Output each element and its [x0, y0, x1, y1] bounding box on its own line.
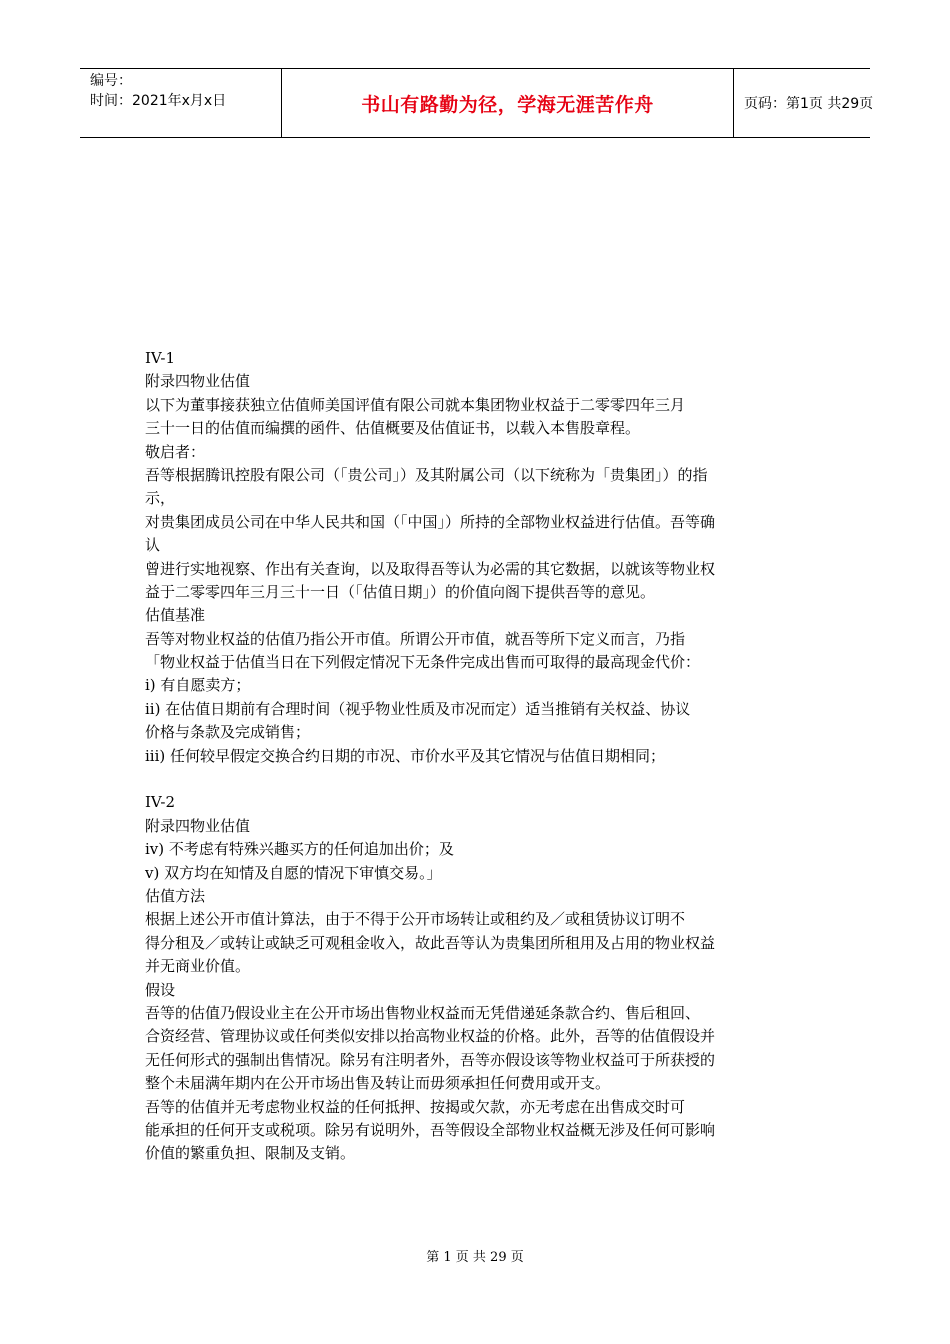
paragraph-line: 估值方法: [145, 886, 206, 905]
section-iv-1: [145, 347, 825, 768]
paragraph-line: 认: [145, 536, 161, 555]
paragraph-line: 整个未届满年期内在公开市场出售及转让而毋须承担任何费用或开支。: [145, 1074, 611, 1093]
paragraph-line: i) 有自愿卖方；: [145, 676, 251, 695]
document-body: [145, 347, 825, 1166]
paragraph-line: 敬启者：: [145, 442, 206, 461]
paragraph-line: 三十一日的估值而编撰的函件、估值概要及估值证书，以载入本售股章程。: [145, 419, 641, 438]
time-label: 时间：2021年x月x日: [90, 93, 227, 109]
page-footer: 第 1 页 共 29 页: [426, 1250, 524, 1265]
section-gap: [145, 768, 825, 791]
paragraph-line: IV-1: [145, 349, 175, 367]
paragraph-line: 根据上述公开市值计算法，由于不得于公开市场转让或租约及／或租赁协议订明不: [145, 910, 686, 929]
paragraph-line: 假设: [145, 980, 176, 999]
paragraph-line: 「物业权益于估值当日在下列假定情况下无条件完成出售而可取得的最高现金代价：: [145, 653, 701, 672]
paragraph-line: v) 双方均在知情及自愿的情况下审慎交易。」: [145, 863, 442, 882]
paragraph-line: 吾等的估值乃假设业主在公开市场出售物业权益而无凭借递延条款合约、售后租回、: [145, 1003, 701, 1022]
section-iv-2: [145, 791, 825, 1165]
paragraph-line: IV-2: [145, 793, 175, 812]
page-info: 页码：第1页 共29页: [744, 96, 874, 112]
paragraph-line: 价值的繁重负担、限制及支销。: [145, 1144, 356, 1163]
paragraph-line: ii) 在估值日期前有合理时间（视乎物业性质及市况而定）适当推销有关权益、协议: [145, 699, 691, 718]
header-motto-cell: [282, 69, 734, 137]
paragraph-line: 吾等的估值并无考虑物业权益的任何抵押、按揭或欠款，亦无考虑在出售成交时可: [145, 1097, 686, 1116]
paragraph-line: 并无商业价值。: [145, 957, 251, 976]
paragraph-line: 合资经营、管理协议或任何类似安排以抬高物业权益的价格。此外，吾等的估值假设并: [145, 1027, 716, 1046]
paragraph-line: 吾等对物业权益的估值乃指公开市值。所谓公开市值，就吾等所下定义而言，乃指: [145, 629, 686, 648]
paragraph-line: 以下为董事接获独立估值师美国评值有限公司就本集团物业权益于二零零四年三月: [145, 395, 686, 414]
header-meta-cell: [80, 69, 282, 137]
paragraph-line: 示，: [145, 489, 176, 508]
header-page-cell: [734, 69, 874, 137]
paragraph-line: 估值基准: [145, 606, 206, 625]
paragraph-line: 能承担的任何开支或税项。除另有说明外，吾等假设全部物业权益概无涉及任何可影响: [145, 1120, 716, 1139]
serial-number-label: 编号：: [90, 73, 132, 89]
paragraph-line: 得分租及／或转让或缺乏可观租金收入，故此吾等认为贵集团所租用及占用的物业权益: [145, 933, 716, 952]
paragraph-line: iii) 任何较早假定交换合约日期的市况、市价水平及其它情况与估值日期相同；: [145, 746, 666, 765]
paragraph-line: iv) 不考虑有特殊兴趣买方的任何追加出价；及: [145, 840, 454, 859]
paragraph-line: 附录四物业估值: [145, 816, 251, 835]
paragraph-line: 益于二零零四年三月三十一日（「估值日期」）的价值向阁下提供吾等的意见。: [145, 582, 656, 601]
paragraph-line: 无任何形式的强制出售情况。除另有注明者外，吾等亦假设该等物业权益可于所获授的: [145, 1050, 716, 1069]
paragraph-line: 对贵集团成员公司在中华人民共和国（「中国」）所持的全部物业权益进行估值。吾等确: [145, 512, 716, 531]
document-header: [80, 68, 874, 138]
motto-text: 书山有路勤为径，学海无涯苦作舟: [361, 93, 654, 116]
paragraph-line: 附录四物业估值: [145, 372, 251, 391]
paragraph-line: 吾等根据腾讯控股有限公司（「贵公司」）及其附属公司（以下统称为「贵集团」）的指: [145, 465, 708, 484]
paragraph-line: 曾进行实地视察、作出有关查询，以及取得吾等认为必需的其它数据，以就该等物业权: [145, 559, 716, 578]
paragraph-line: 价格与条款及完成销售；: [145, 723, 311, 742]
